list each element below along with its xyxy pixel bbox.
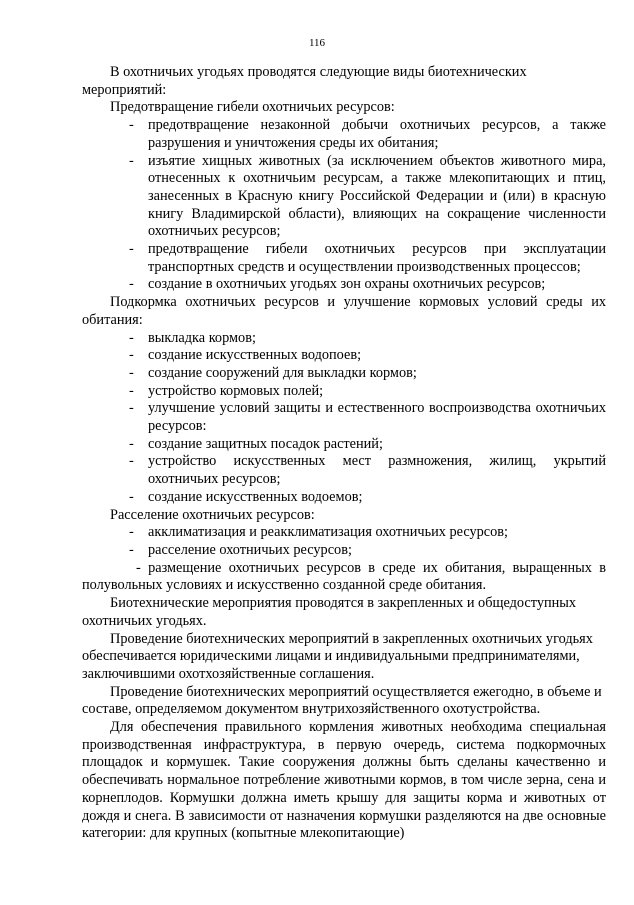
page-number: 116: [308, 37, 326, 49]
list-item: - расселение охотничьих ресурсов;: [148, 542, 606, 560]
list-item: - устройство искусственных мест размножения, жилищ, укрытий охотничьих ресурсов;: [148, 453, 606, 488]
paragraph: Биотехнические мероприятия проводятся в закрепленных и общедоступных охотничьих угодьях.: [82, 595, 577, 629]
list-item: - устройство кормовых полей;: [148, 383, 606, 401]
list-item: - улучшение условий защиты и естественного воспроизводства охотничьих ресурсов:: [148, 400, 606, 435]
bullet-list: [82, 330, 606, 507]
list-item: - создание защитных посадок растений;: [148, 436, 606, 454]
bullet-list: [82, 117, 606, 294]
intro-paragraph: В охотничьих угодьях проводятся следующие виды биотехнических мероприятий:: [82, 64, 527, 98]
bullet-list: [82, 524, 606, 559]
placement-item: - размещение охотничьих ресурсов в среде их обитания, выращенных в полувольных условиях и искусственно созданной среде обитания.: [82, 559, 606, 594]
list-item: - создание искусственных водоемов;: [148, 489, 606, 507]
section-heading: Расселение охотничьих ресурсов:: [110, 506, 315, 523]
list-item: - выкладка кормов;: [148, 330, 606, 348]
list-item: - создание в охотничьих угодьях зон охраны охотничьих ресурсов;: [148, 276, 606, 294]
paragraph: Проведение биотехнических мероприятий осуществляется ежегодно, в объеме и составе, определяемом документом внутрихозяйственного охотустройства.: [82, 683, 602, 718]
section-heading: Подкормка охотничьих ресурсов и улучшение кормовых условий среды их обитания:: [82, 294, 606, 328]
list-item: - создание сооружений для выкладки кормов;: [148, 365, 606, 383]
paragraph: Проведение биотехнических мероприятий в закрепленных охотничьих угодьях обеспечивается юридическими лицами и индивидуальными предпринимателями, заключившими охотхозяйственные соглашения.: [82, 630, 593, 682]
document-body: [82, 64, 606, 843]
paragraph: Для обеспечения правильного кормления животных необходима специальная производственная инфраструктура, в первую очередь, система подкормочных площадок и кормушек. Такие сооружения должны быть сделаны качественно и обеспечивать нормальное потребление животными кормов, в том числе зерна, сена и корнеплодов. Кормушки должна иметь крышу для защиты корма и животных от дождя и снега. В зависимости от назначения кормушки разделяются на две основные категории: для крупных (копытные млекопитающие): [82, 719, 606, 842]
section-heading: Предотвращение гибели охотничьих ресурсов:: [110, 99, 395, 116]
list-item: - изъятие хищных животных (за исключением объектов животного мира, отнесенных к охотничьим ресурсам, а также млекопитающих и птиц, занесенных в Красную книгу Российской Федерации и (или) в красную книгу Владимирской области), влияющих на сокращение численности охотничьих ресурсов;: [148, 153, 606, 242]
list-item: - предотвращение гибели охотничьих ресурсов при эксплуатации транспортных средств и осуществлении производственных процессов;: [148, 241, 606, 276]
list-item: - акклиматизация и реакклиматизация охотничьих ресурсов;: [148, 524, 606, 542]
list-item: - создание искусственных водопоев;: [148, 347, 606, 365]
list-item: - предотвращение незаконной добычи охотничьих ресурсов, а также разрушения и уничтожения среды их обитания;: [148, 117, 606, 152]
